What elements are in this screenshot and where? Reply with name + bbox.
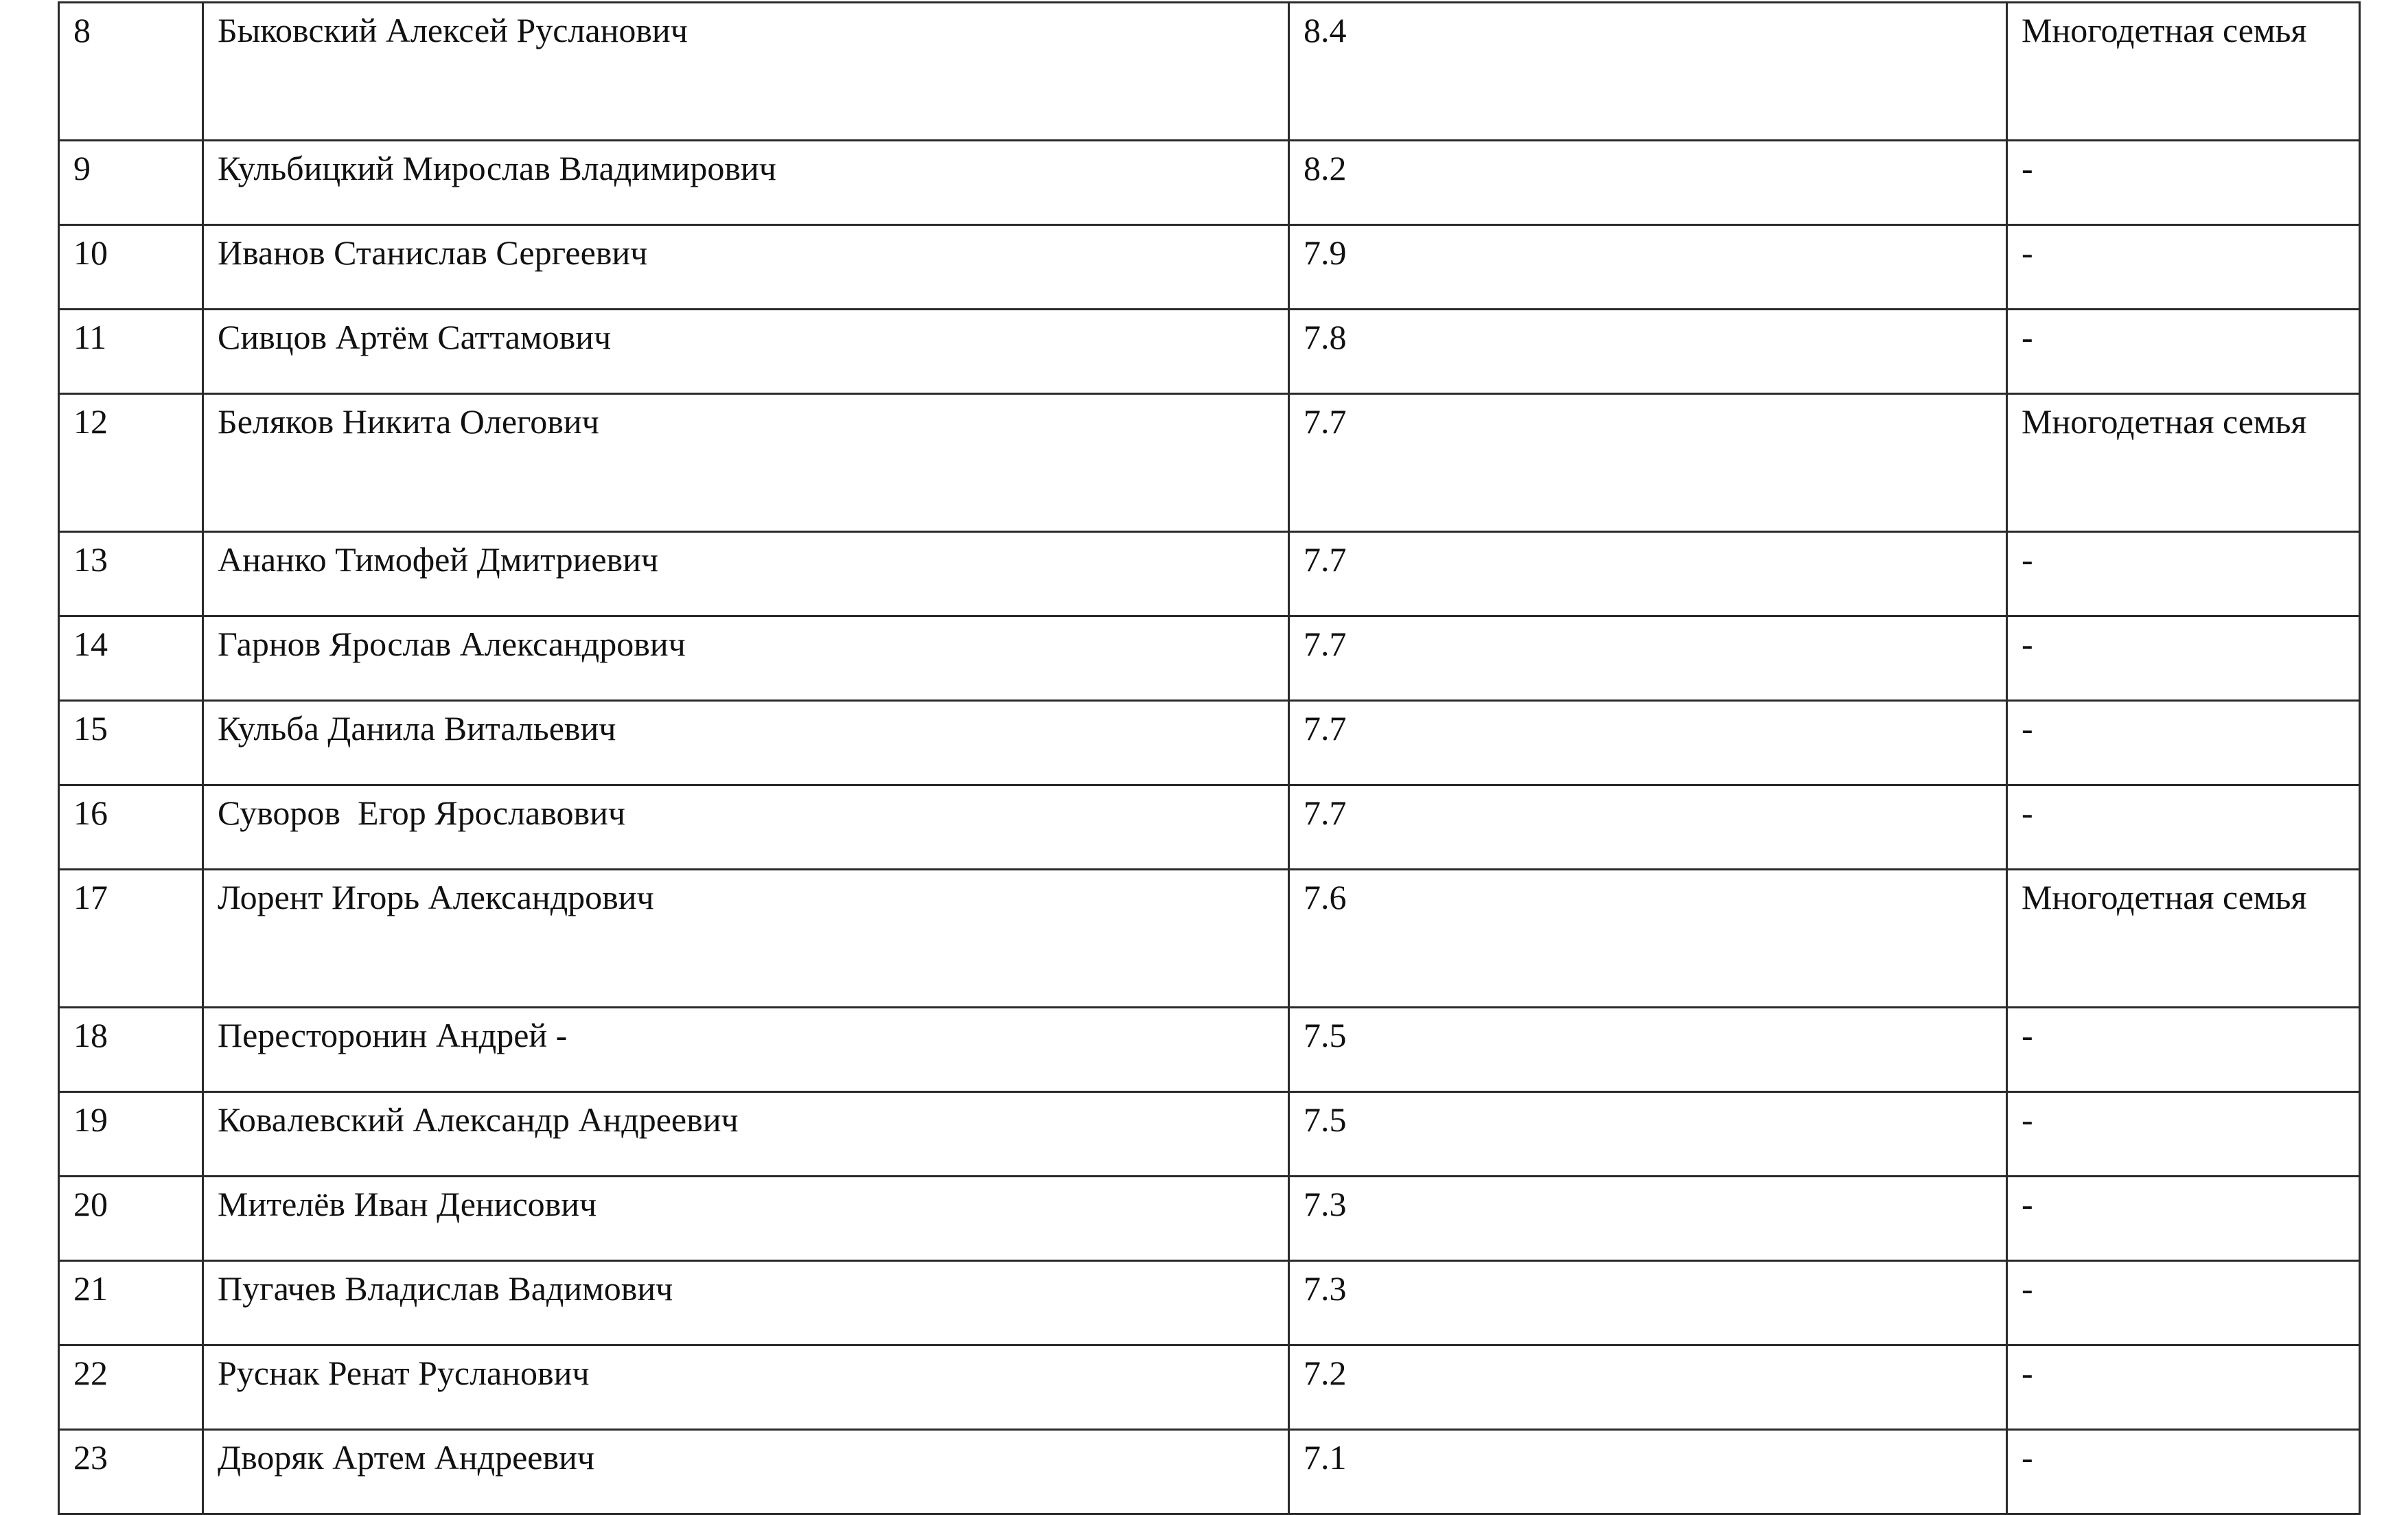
- row-number-cell: 14: [59, 616, 203, 701]
- row-number-cell: 20: [59, 1177, 203, 1261]
- row-number-cell: 23: [59, 1430, 203, 1514]
- full-name-cell: Ананко Тимофей Дмитриевич: [203, 532, 1289, 616]
- note-cell: -: [2007, 532, 2360, 616]
- note-cell: -: [2007, 616, 2360, 701]
- full-name-cell: Сивцов Артём Саттамович: [203, 310, 1289, 394]
- table-row: [59, 1261, 2360, 1345]
- note-cell: -: [2007, 701, 2360, 785]
- score-cell: 7.3: [1289, 1177, 2007, 1261]
- note-cell: -: [2007, 785, 2360, 870]
- row-number-cell: 15: [59, 701, 203, 785]
- note-cell: -: [2007, 1092, 2360, 1177]
- table-row: [59, 870, 2360, 1008]
- note-cell: -: [2007, 1177, 2360, 1261]
- row-number-cell: 16: [59, 785, 203, 870]
- score-cell: 7.7: [1289, 394, 2007, 532]
- score-cell: 7.9: [1289, 225, 2007, 310]
- score-cell: 7.5: [1289, 1008, 2007, 1092]
- note-cell: Многодетная семья: [2007, 394, 2360, 532]
- row-number-cell: 18: [59, 1008, 203, 1092]
- table-row: [59, 1008, 2360, 1092]
- full-name-cell: Лорент Игорь Александрович: [203, 870, 1289, 1008]
- table-row: [59, 394, 2360, 532]
- full-name-cell: Иванов Станислав Сергеевич: [203, 225, 1289, 310]
- row-number-cell: 22: [59, 1345, 203, 1430]
- row-number-cell: 10: [59, 225, 203, 310]
- full-name-cell: Пугачев Владислав Вадимович: [203, 1261, 1289, 1345]
- score-cell: 7.7: [1289, 616, 2007, 701]
- note-cell: -: [2007, 225, 2360, 310]
- score-cell: 7.3: [1289, 1261, 2007, 1345]
- full-name-cell: Кульбицкий Мирослав Владимирович: [203, 141, 1289, 225]
- row-number-cell: 9: [59, 141, 203, 225]
- row-number-cell: 8: [59, 3, 203, 141]
- table-row: [59, 785, 2360, 870]
- score-cell: 7.6: [1289, 870, 2007, 1008]
- row-number-cell: 11: [59, 310, 203, 394]
- full-name-cell: Дворяк Артем Андреевич: [203, 1430, 1289, 1514]
- note-cell: -: [2007, 1345, 2360, 1430]
- applicant-ranking-table: [58, 1, 2361, 1515]
- table-row: [59, 1177, 2360, 1261]
- row-number-cell: 12: [59, 394, 203, 532]
- full-name-cell: Кульба Данила Витальевич: [203, 701, 1289, 785]
- table-row: [59, 1092, 2360, 1177]
- full-name-cell: Беляков Никита Олегович: [203, 394, 1289, 532]
- score-cell: 8.2: [1289, 141, 2007, 225]
- table-row: [59, 310, 2360, 394]
- score-cell: 7.5: [1289, 1092, 2007, 1177]
- full-name-cell: Ковалевский Александр Андреевич: [203, 1092, 1289, 1177]
- full-name-cell: Быковский Алексей Русланович: [203, 3, 1289, 141]
- row-number-cell: 21: [59, 1261, 203, 1345]
- note-cell: -: [2007, 310, 2360, 394]
- score-cell: 7.2: [1289, 1345, 2007, 1430]
- table-row: [59, 141, 2360, 225]
- table-row: [59, 3, 2360, 141]
- table-row: [59, 1430, 2360, 1514]
- table-row: [59, 225, 2360, 310]
- full-name-cell: Суворов Егор Ярославович: [203, 785, 1289, 870]
- note-cell: -: [2007, 1008, 2360, 1092]
- note-cell: Многодетная семья: [2007, 870, 2360, 1008]
- full-name-cell: Руснак Ренат Русланович: [203, 1345, 1289, 1430]
- note-cell: Многодетная семья: [2007, 3, 2360, 141]
- full-name-cell: Мителёв Иван Денисович: [203, 1177, 1289, 1261]
- table-row: [59, 532, 2360, 616]
- table-row: [59, 701, 2360, 785]
- row-number-cell: 19: [59, 1092, 203, 1177]
- table-row: [59, 616, 2360, 701]
- note-cell: -: [2007, 1261, 2360, 1345]
- score-cell: 7.7: [1289, 785, 2007, 870]
- score-cell: 7.7: [1289, 532, 2007, 616]
- score-cell: 7.1: [1289, 1430, 2007, 1514]
- score-cell: 8.4: [1289, 3, 2007, 141]
- score-cell: 7.8: [1289, 310, 2007, 394]
- full-name-cell: Гарнов Ярослав Александрович: [203, 616, 1289, 701]
- note-cell: -: [2007, 141, 2360, 225]
- score-cell: 7.7: [1289, 701, 2007, 785]
- table-row: [59, 1345, 2360, 1430]
- note-cell: -: [2007, 1430, 2360, 1514]
- row-number-cell: 13: [59, 532, 203, 616]
- row-number-cell: 17: [59, 870, 203, 1008]
- full-name-cell: Пересторонин Андрей -: [203, 1008, 1289, 1092]
